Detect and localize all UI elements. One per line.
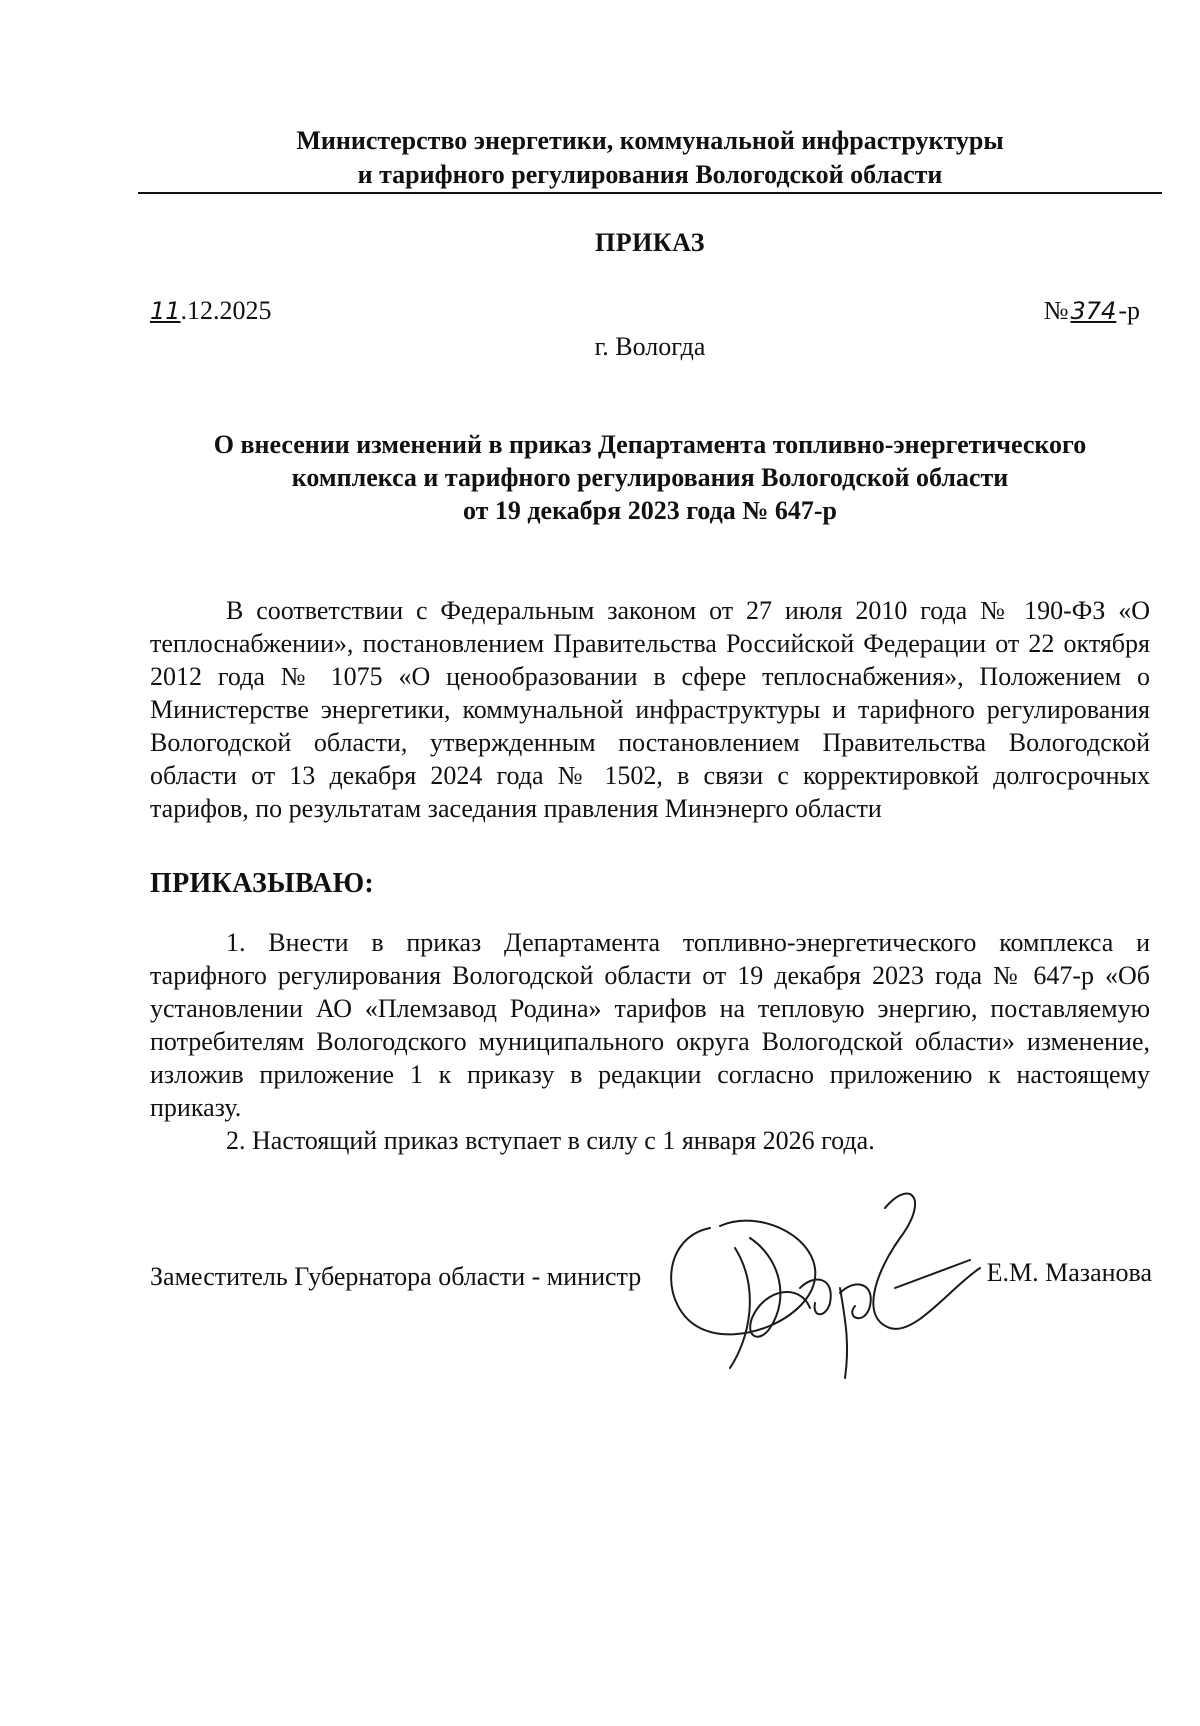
document-city: г. Вологда — [594, 332, 706, 361]
order-item-2: 2. Настоящий приказ вступает в силу с 1 января 2026 года. — [226, 1126, 875, 1155]
ministry-header — [140, 124, 1160, 192]
number-suffix: -р — [1118, 296, 1140, 325]
handwritten-signature — [640, 1168, 1020, 1398]
document-date — [150, 296, 272, 326]
date-rest: .12.2025 — [180, 296, 272, 325]
ministry-header-line1: Министерство энергетики, коммунальной инфраструктуры — [296, 126, 1004, 155]
subject-line3: от 19 декабря 2023 года № 647-р — [462, 496, 838, 525]
document-type: ПРИКАЗ — [594, 228, 706, 257]
header-divider — [138, 192, 1162, 194]
order-word: ПРИКАЗЫВАЮ: — [150, 868, 375, 899]
document-number — [1044, 296, 1140, 326]
subject-line1: О внесении изменений в приказ Департамента топливно-энергетического — [213, 430, 1087, 459]
number-handwritten: 374 — [1070, 297, 1117, 325]
date-day-handwritten: 11 — [150, 297, 181, 325]
subject-line2: комплекса и тарифного регулирования Вологодской области — [291, 463, 1009, 492]
order-item-1: 1. Внести в приказ Департамента топливно-энергетического комплекса и тарифного регулирования Вологодской области от 19 декабря 2023 года № 647-р «Об установлении АО «Племзавод Родина» тарифов на тепловую энергию, поставляемую потребителям Вологодского муниципального округа Вологодской области» изменение, изложив приложение 1 к приказу в редакции согласно приложению к настоящему приказу. — [150, 928, 1150, 1122]
signatory-title: Заместитель Губернатора области - министр — [150, 1262, 642, 1291]
number-prefix: № — [1043, 296, 1069, 325]
preamble-paragraph: В соответствии с Федеральным законом от 27 июля 2010 года № 190-ФЗ «О теплоснабжении», постановлением Правительства Российской Федерации от 22 октября 2012 года № 1075 «О ценообразовании в сфере теплоснабжения», Положением о Министерстве энергетики, коммунальной инфраструктуры и тарифного регулирования Вологодской области, утвержденным постановлением Правительства Вологодской области от 13 декабря 2024 года № 1502, в связи с корректировкой долгосрочных тарифов, по результатам заседания правления Минэнерго области — [150, 596, 1150, 823]
document-subject — [150, 428, 1150, 527]
signatory-name: Е.М. Мазанова — [986, 1258, 1152, 1287]
ministry-header-line2: и тарифного регулирования Вологодской области — [357, 160, 943, 189]
